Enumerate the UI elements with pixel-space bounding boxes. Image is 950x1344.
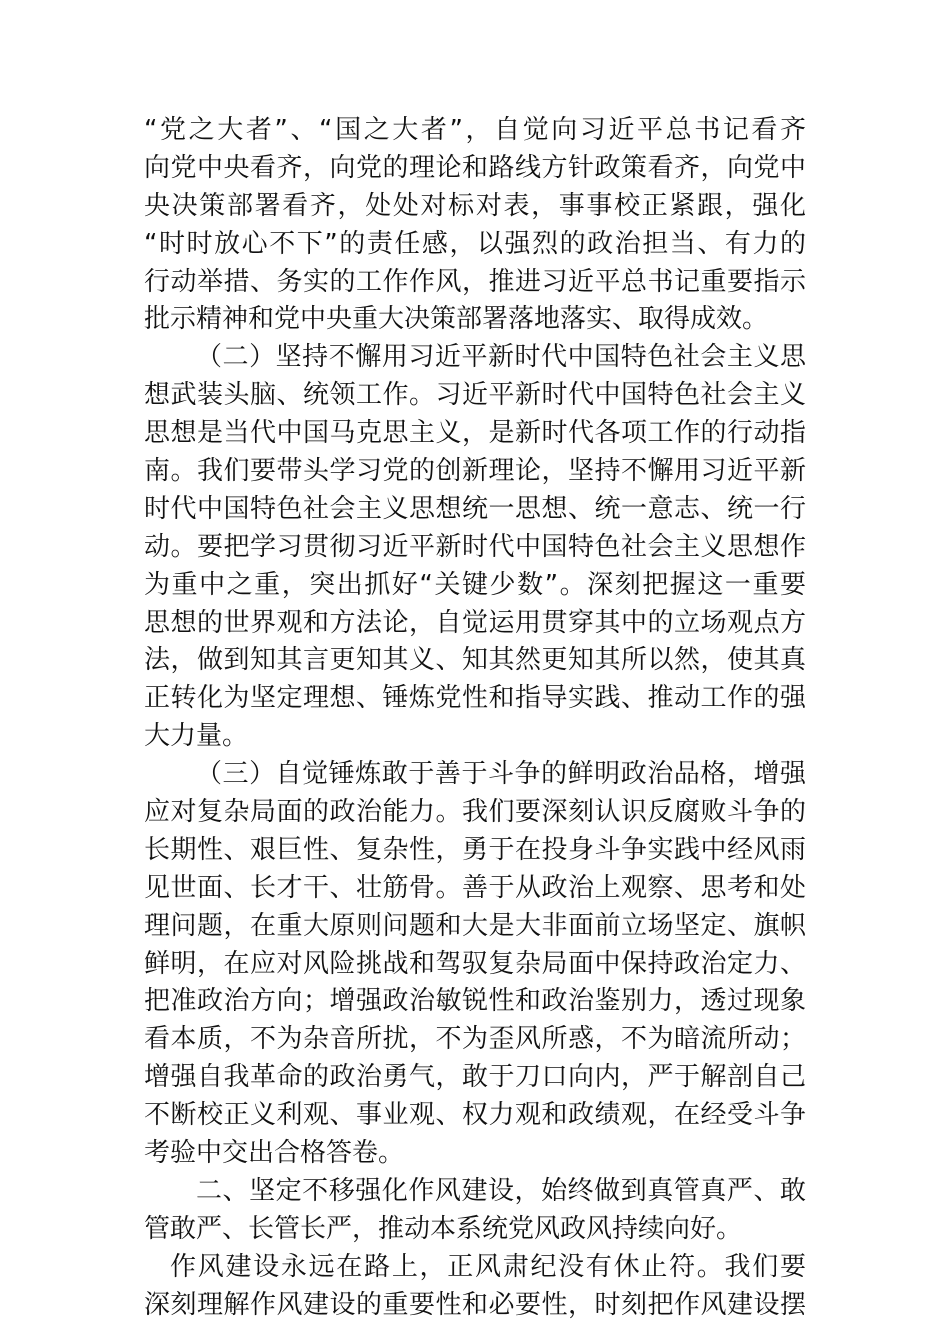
text-line-14: 思想的世界观和方法论，自觉运用贯穿其中的立场观点方 (144, 607, 806, 638)
text-line-9: 思想是当代中国马克思主义，是新时代各项工作的行动指 (144, 418, 806, 449)
section-heading-2: （二）坚持不懈用习近平新时代中国特色社会主义思 (196, 342, 806, 373)
text-line-21: 见世面、长才干、壮筋骨。善于从政治上观察、思考和处 (144, 872, 806, 903)
text-line-3: 央决策部署看齐，处处对标对表，事事校正紧跟，强化 (144, 190, 806, 221)
text-line-12: 动。要把学习贯彻习近平新时代中国特色社会主义思想作 (144, 531, 806, 562)
section-heading-3: （三）自觉锤炼敢于善于斗争的鲜明政治品格，增强 (196, 759, 806, 790)
text-line-24: 把准政治方向；增强政治敏锐性和政治鉴别力，透过现象 (144, 986, 806, 1017)
text-line-30: 管敢严、长管长严，推动本系统党风政风持续向好。 (144, 1213, 743, 1244)
text-line-27: 不断校正义利观、事业观、权力观和政绩观，在经受斗争 (144, 1100, 806, 1131)
text-line-23: 鲜明，在应对风险挑战和驾驭复杂局面中保持政治定力、 (144, 948, 806, 979)
section-heading-two: 二、坚定不移强化作风建设，始终做到真管真严、敢 (196, 1175, 806, 1206)
text-line-28: 考验中交出合格答卷。 (144, 1138, 405, 1169)
text-line-1: “党之大者”、“国之大者”，自觉向习近平总书记看齐 (144, 115, 806, 145)
text-line-32: 深刻理解作风建设的重要性和必要性，时刻把作风建设摆 (144, 1289, 806, 1320)
text-line-5: 行动举措、务实的工作作风，推进习近平总书记重要指示 (144, 266, 806, 297)
text-line-2: 向党中央看齐，向党的理论和路线方针政策看齐，向党中 (144, 152, 806, 183)
text-line-19: 应对复杂局面的政治能力。我们要深刻认识反腐败斗争的 (144, 797, 806, 828)
text-line-31: 作风建设永远在路上，正风肃纪没有休止符。我们要 (170, 1251, 806, 1282)
text-line-11: 时代中国特色社会主义思想统一思想、统一意志、统一行 (144, 493, 806, 524)
text-line-20: 长期性、艰巨性、复杂性，勇于在投身斗争实践中经风雨 (144, 834, 806, 865)
text-line-22: 理问题，在重大原则问题和大是大非面前立场坚定、旗帜 (144, 910, 806, 941)
text-line-6: 批示精神和党中央重大决策部署落地落实、取得成效。 (144, 304, 769, 335)
text-line-17: 大力量。 (144, 721, 249, 752)
text-line-13: 为重中之重，突出抓好“关键少数”。深刻把握这一重要 (144, 569, 806, 600)
text-line-26: 增强自我革命的政治勇气，敢于刀口向内，严于解剖自己 (144, 1062, 806, 1093)
text-line-16: 正转化为坚定理想、锤炼党性和指导实践、推动工作的强 (144, 683, 806, 714)
text-line-8: 想武装头脑、统领工作。习近平新时代中国特色社会主义 (144, 380, 806, 411)
text-line-25: 看本质，不为杂音所扰，不为歪风所惑，不为暗流所动； (144, 1024, 806, 1055)
text-line-4: “时时放心不下”的责任感，以强烈的政治担当、有力的 (144, 228, 806, 259)
text-line-15: 法，做到知其言更知其义、知其然更知其所以然，使其真 (144, 645, 806, 676)
document-body (144, 112, 806, 1325)
text-line-10: 南。我们要带头学习党的创新理论，坚持不懈用习近平新 (144, 456, 806, 487)
